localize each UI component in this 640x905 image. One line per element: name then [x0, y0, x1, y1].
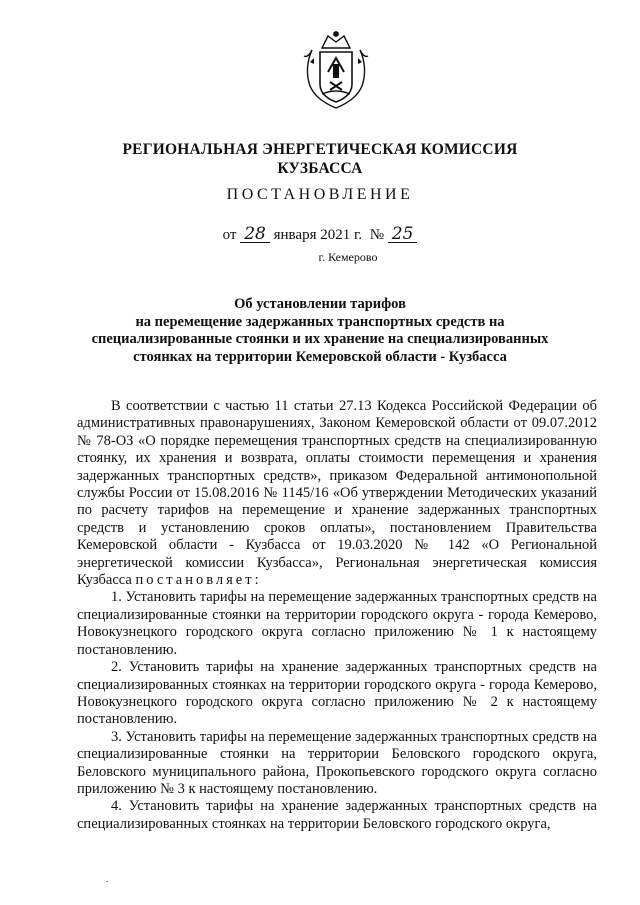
item-3: 3. Установить тарифы на перемещение задержанных транспортных средств на специализированные стоянки на территории Беловского городского округа, Беловского муниципального района, Прокопьевского городского округа согласно приложению № 3 к настоящему постановлению. [77, 728, 597, 797]
coat-of-arms-icon [300, 28, 372, 112]
date-day: 28 [240, 226, 270, 243]
date-prefix: от [222, 227, 237, 243]
footer-mark: . [106, 874, 109, 884]
number-sign: № [369, 227, 384, 243]
date-rest: января 2021 г. [273, 227, 363, 243]
org-line-1: РЕГИОНАЛЬНАЯ ЭНЕРГЕТИЧЕСКАЯ КОМИССИЯ [122, 141, 518, 158]
document-title [80, 296, 560, 366]
title-line-3: специализированные стоянки и их хранение на специализированных [91, 331, 549, 347]
document-body [77, 398, 597, 833]
title-line-2: на перемещение задержанных транспортных средств на [135, 313, 505, 330]
document-number: 25 [388, 226, 418, 243]
item-1: 1. Установить тарифы на перемещение задержанных транспортных средств на специализированные стоянки на территории городского округа - города Кемерово, Новокузнецкого городского округа согласно приложению № 1 к настоящему постановлению. [77, 589, 597, 658]
date-number-line [60, 226, 580, 244]
item-4: 4. Установить тарифы на хранение задержанных транспортных средств на специализированных стоянках на территории Беловского городского округа, [77, 798, 597, 832]
intro-paragraph [77, 398, 597, 589]
title-line-1: Об установлении тарифов [234, 296, 406, 312]
intro-text: В соответствии с частью 11 статьи 27.13 Кодекса Российской Федерации об административных правонарушениях, Законом Кемеровской области от 09.07.2012 № 78-ОЗ «О порядке перемещения транспортных средств на специализированную стоянку, их хранения и возврата, оплаты стоимости перемещения и хранения задержанных транспортных средств», приказом Федеральной антимонопольной службы России от 15.08.2016 № 1145/16 «Об утверждении Методических указаний по расчету тарифов на перемещение и хранение задержанных транспортных средств и установлению сроков оплаты», постановлением Правительства Кемеровской области - Кузбасса от 19.03.2020 № 142 «О Региональной энергетической комиссии Кузбасса», Региональная энергетическая комиссия Кузбасса [77, 398, 597, 589]
decree-word: постановляет: [135, 572, 262, 589]
city: г. Кемерово [318, 250, 378, 264]
organization-name [60, 140, 580, 178]
org-line-2: КУЗБАССА [277, 160, 363, 177]
title-line-4: стоянках на территории Кемеровской области - Кузбасса [133, 348, 507, 365]
document-type: ПОСТАНОВЛЕНИЕ [226, 186, 414, 203]
item-2: 2. Установить тарифы на хранение задержанных транспортных средств на специализированных стоянках на территории городского округа - города Кемерово, Новокузнецкого городского округа согласно приложению № 2 к настоящему постановлению. [77, 659, 597, 728]
